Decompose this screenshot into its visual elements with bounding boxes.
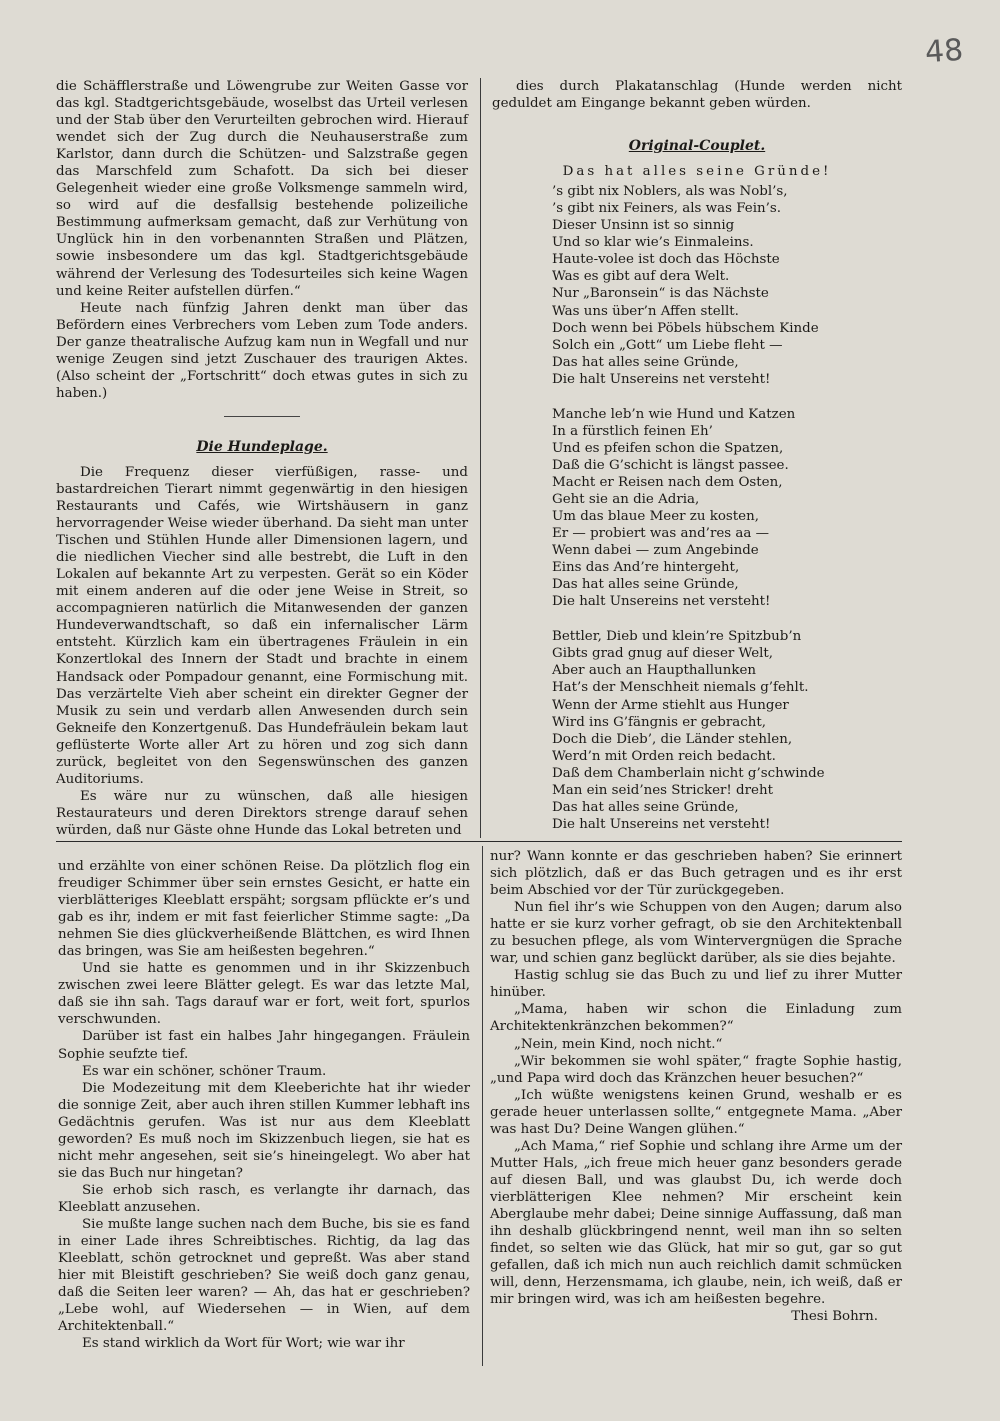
bottom-left-column (58, 858, 470, 1352)
paragraph: Und sie hatte es genommen und in ihr Skizzenbuch zwischen zwei leere Blätter gelegt. Es war das letzte Mal, daß sie ihn sah. Tags darauf war er fort, weit fort, spurlos verschwunden. (58, 961, 470, 1028)
top-right-column (492, 78, 902, 851)
verse-line: Wenn dabei — zum Angebinde (552, 543, 759, 559)
column-rule-top (480, 78, 481, 838)
verse-line: Das hat alles seine Gründe, (552, 799, 739, 815)
paragraph: Es war ein schöner, schöner Traum. (82, 1063, 327, 1079)
couplet-title: Original-Couplet. (628, 138, 766, 155)
verse-line: Er — probiert was and’res aa — (552, 526, 770, 542)
paragraph: und erzählte von einer schönen Reise. Da plötzlich flog ein freudiger Schimmer über sein ernstes Gesicht, er hatte ein vierblätteriges Kleeblatt erspäht; sorgsam pflückte er’s und gab es ihr, indem er mit fast feierlicher Stimme sagte: „Da nehmen Sie dies glückverheißende Blättchen, es wird Ihnen das bringen, was Sie am heißesten begehren.“ (58, 859, 470, 960)
paragraph: Sie erhob sich rasch, es verlangte ihr darnach, das Kleeblatt anzusehen. (58, 1182, 470, 1215)
verse-line: Hat’s der Menschheit niemals g’fehlt. (552, 680, 809, 696)
refrain-heading: Das hat alles seine Gründe! (562, 164, 832, 180)
verse-line: Doch wenn bei Pöbels hübschem Kinde (552, 320, 819, 336)
page-number: 48 (923, 32, 965, 71)
verse-line: Solch ein „Gott“ um Liebe fleht — (552, 337, 783, 353)
article-title: Die Hundeplage. (196, 438, 328, 455)
verse-line: In a fürstlich feinen Eh’ (552, 423, 713, 439)
paragraph: Die Frequenz dieser vierfüßigen, rasse- und bastardreichen Tierart nimmt gegenwärtig in den hiesigen Restaurants und Cafés, wie Wirtshäusern in ganz hervorragender Weise wieder überhand. Da sieht man unter Tischen und Stühlen Hunde aller Dimensionen lagern, und die niedlichen Viecher sind alle bestrebt, die Luft in den Lokalen auf bekannte Art zu verpesten. Gerät so ein Köder mit einem anderen auf die oder jene Weise in Streit, so accompagnieren natürlich die Mitanwesenden der ganzen Hundeverwandtschaft, so daß ein infernalischer Lärm entsteht. Kürzlich kam ein übertragenes Fräulein in ein Konzertlokal des Innern der Stadt und brachte in einem Handsack oder Pompadour genannt, eine Formischung mit. Das verzärtelte Vieh aber scheint ein direkter Gegner der Musik zu sein und verdarb allen Anwesenden durch sein Gekneife den Konzertgenuß. Das Hundefräulein bekam laut geflüsterte Worte aller Art zu hören und zog sich dann zurück, begleitet von den Segenswünschen des ganzen Auditoriums. (56, 464, 468, 787)
verse-line: Haute-volee ist doch das Höchste (552, 252, 780, 268)
verse-line: Um das blaue Meer zu kosten, (552, 509, 759, 525)
author-signature: Thesi Bohrn. (791, 1309, 878, 1325)
paragraph: Die Modezeitung mit dem Kleeberichte hat ihr wieder die sonnige Zeit, aber auch ihren stillen Kummer lebhaft ins Gedächtnis gerufen. Was ist nur aus dem Kleeblatt geworden? Es muß noch im Skizzenbuch liegen, sie hat es nicht mehr angesehen, seit sie’s hineingelegt. Wo aber hat sie das Buch nur hingetan? (58, 1080, 470, 1181)
paragraph: Heute nach fünfzig Jahren denkt man über das Befördern eines Verbrechers vom Leben zum Tode anders. Der ganze theatralische Aufzug kam nun in Wegfall und nur wenige Zeugen sind jetzt Zuschauer des traurigen Aktes. (Also scheint der „Fortschritt“ doch etwas gutes in sich zu haben.) (56, 300, 468, 401)
verse-line: Daß dem Chamberlain nicht g’schwinde (552, 765, 825, 781)
separator-rule (224, 416, 300, 417)
column-rule-bottom (482, 846, 483, 1366)
verse-line: Daß die G’schicht is längst passee. (552, 457, 789, 473)
top-left-column (56, 78, 468, 839)
stanza-2 (552, 406, 902, 611)
paragraph: Darüber ist fast ein halbes Jahr hingegangen. Fräulein Sophie seufzte tief. (58, 1029, 470, 1062)
verse-line: Werd’n mit Orden reich bedacht. (552, 748, 776, 764)
verse-line: Man ein seid’nes Stricker! dreht (552, 782, 773, 798)
verse-line: Nur „Baronsein“ is das Nächste (552, 286, 769, 302)
paragraph: „Ach Mama,“ rief Sophie und schlang ihre Arme um der Mutter Hals, „ich freue mich heuer ganz besonders gerade auf diesen Ball, und was glaubst Du, ich werde doch vierblätterigen Klee nehmen? Mir erscheint kein Aberglaube mehr dabei; Deine sinnige Auffassung, daß man ihn deshalb glückbringend nennt, weil man ihn so selten findet, so selten wie das Glück, hat mir so gut, gar so gut gefallen, daß ich mich nun auch reichlich damit schmücken will, denn, Herzensmama, ich glaube, nein, ich weiß, daß er mir bringen wird, was ich am heißesten begehre. (490, 1138, 902, 1308)
couplet (492, 163, 902, 833)
verse-line: Macht er Reisen nach dem Osten, (552, 474, 783, 490)
verse-line: Manche leb’n wie Hund und Katzen (552, 406, 796, 422)
verse-line: Doch die Dieb’, die Länder stehlen, (552, 731, 793, 747)
verse-line: Die halt Unsereins net versteht! (552, 816, 771, 832)
verse-line: Das hat alles seine Gründe, (552, 577, 739, 593)
verse-line: Eins das And’re hintergeht, (552, 560, 740, 576)
verse-line: Dieser Unsinn ist so sinnig (552, 218, 735, 234)
verse-line: Wird ins G’fängnis er gebracht, (552, 714, 766, 730)
verse-line: ’s gibt nix Noblers, als was Nobl’s, (552, 184, 788, 200)
paragraph: Hastig schlug sie das Buch zu und lief zu ihrer Mutter hinüber. (490, 968, 902, 1001)
verse-line: Und es pfeifen schon die Spatzen, (552, 440, 784, 456)
verse-line: Gibts grad gnug auf dieser Welt, (552, 646, 774, 662)
paragraph: dies durch Plakatanschlag (Hunde werden nicht geduldet am Eingange bekannt geben würden. (492, 79, 902, 112)
paragraph: „Mama, haben wir schon die Einladung zum Architektenkränzchen bekommen?“ (490, 1002, 902, 1035)
stanza-1 (552, 183, 902, 388)
verse-line: Bettler, Dieb und klein’re Spitzbub’n (552, 629, 802, 645)
paragraph: nur? Wann konnte er das geschrieben haben? Sie erinnert sich plötzlich, daß er das Buch getragen und es ihr erst beim Abschied vor der Tür zurückgegeben. (490, 849, 902, 899)
verse-line: Das hat alles seine Gründe, (552, 354, 739, 370)
verse-line: Und so klar wie’s Einmaleins. (552, 235, 754, 251)
paragraph: Nun fiel ihr’s wie Schuppen von den Augen; darum also hatte er sie kurz vorher gefragt, ob sie den Architektenball zu besuchen pflege, als vom Wintervergnügen die Sprache war, und schien ganz beglückt darüber, als sie dies bejahte. (490, 900, 902, 967)
bottom-right-column (490, 848, 902, 1325)
verse-line: Was es gibt auf dera Welt. (552, 269, 730, 285)
verse-line: Was uns über’n Affen stellt. (552, 303, 739, 319)
verse-line: Aber auch an Haupthallunken (552, 663, 756, 679)
verse-line: Wenn der Arme stiehlt aus Hunger (552, 697, 789, 713)
paragraph: Sie mußte lange suchen nach dem Buche, bis sie es fand in einer Lade ihres Schreibtisches. Richtig, da lag das Kleeblatt, schön getrocknet und gepreßt. Was aber stand hier mit Bleistift geschrieben? Sie weiß doch ganz genau, daß die Seiten leer waren? — Ah, das hat er geschrieben? „Lebe wohl, auf Wiedersehen — in Wien, auf dem Architektenball.“ (58, 1216, 470, 1335)
verse-line: ’s gibt nix Feiners, als was Fein’s. (552, 201, 782, 217)
paragraph: „Wir bekommen sie wohl später,“ fragte Sophie hastig, „und Papa wird doch das Kränzchen heuer besuchen?“ (490, 1053, 902, 1086)
stanza-3 (552, 628, 902, 833)
paragraph: „Nein, mein Kind, noch nicht.“ (514, 1036, 723, 1052)
paragraph: Es stand wirklich da Wort für Wort; wie war ihr (82, 1336, 405, 1352)
paragraph: die Schäfflerstraße und Löwengrube zur Weiten Gasse vor das kgl. Stadtgerichtsgebäude, woselbst das Urteil verlesen und der Stab über den Verurteilten gebrochen wird. Hierauf wendet sich der Zug durch die Neuhauserstraße zum Karlstor, dann durch die Schützen- und Salzstraße gegen das Marschfeld zum Schafott. Da sich bei dieser Gelegenheit wieder eine große Volksmenge sammeln wird, so wird auf die desfallsig bestehende polizeiliche Bestimmung aufmerksam gemacht, daß zur Verhütung von Unglück hin in den vorbenannten Straßen und Plätzen, sowie insbesondere um das kgl. Stadtgerichtsgebäude während der Verlesung des Todesurteiles sich keine Wagen und keine Reiter aufstellen dürfen.“ (56, 79, 468, 299)
verse-line: Geht sie an die Adria, (552, 491, 700, 507)
paragraph: Es wäre nur zu wünschen, daß alle hiesigen Restaurateurs und deren Direktors strenge darauf sehen würden, daß nur Gäste ohne Hunde das Lokal betreten und (56, 788, 468, 838)
verse-line: Die halt Unsereins net versteht! (552, 594, 771, 610)
paragraph: „Ich wüßte wenigstens keinen Grund, weshalb er es gerade heuer unterlassen sollte,“ entgegnete Mama. „Aber was hast Du? Deine Wangen glühen.“ (490, 1087, 902, 1137)
verse-line: Die halt Unsereins net versteht! (552, 371, 771, 387)
